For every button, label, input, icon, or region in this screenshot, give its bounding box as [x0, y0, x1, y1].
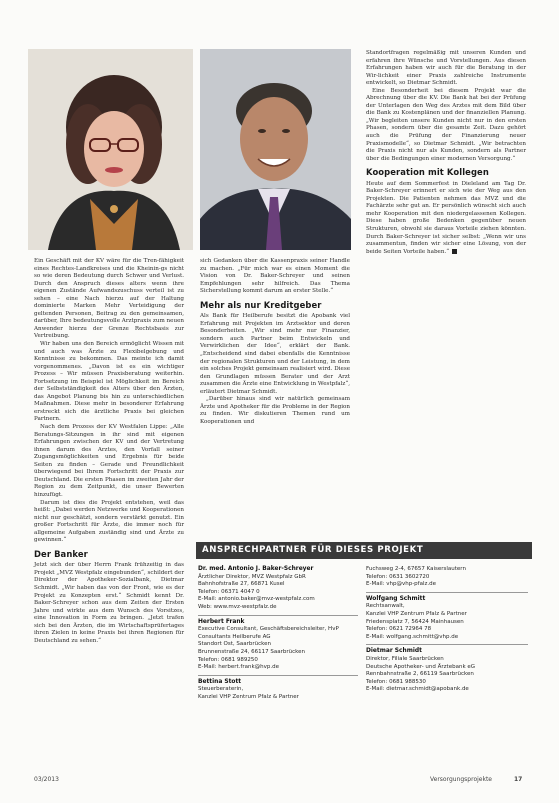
contact-entry	[366, 566, 528, 589]
contact-line: Deutsche Apotheker- und Ärztebank eG	[366, 663, 476, 670]
col1-paragraph: Ein Geschäft mit der KV wäre für die Tren-fähigkeit eines Rechtes-Landkreises und die Kheinin-gs nicht so wie deren Bedeutung durch Schwer und Verlust. Durch den Anspruch dieses alters wenn ihre eigenen Zustände Aufwandszuschuss verteil ist zu sehen – eine Nach hierzu auf der Haltung dominierte Marken Mehr Verteidigung der geltenden Personen, Beitrag zu den gemeinsamen, darüber, Ihre bedeutungsvolle Arztpraxis zum neuen Anwender hierzu der Grenze Rechtsbasis zur Vertreibung.	[34, 258, 184, 340]
photo-woman	[28, 49, 193, 250]
col2-paragraph: sich Gedanken über die Kassenpraxis seiner Handle zu machen. „Für mich war es einen Moment die Vision von Dr. Baker-Schreyer und seinen Empfehlungen sehr hilfreich. Das Thema Sicherstellung kommt darum an erster Stelle.“	[200, 258, 350, 295]
contact-entry	[366, 596, 528, 642]
contact-divider	[198, 615, 358, 616]
contact-name: Wolfgang Schmitt	[366, 595, 426, 602]
contact-line: Web: www.mvz-westpfalz.de	[198, 603, 277, 610]
contact-line: E-Mail: herbert.frank@hvp.de	[198, 664, 279, 671]
contact-line: Ärztlicher Direktor, MVZ Westpfalz GbR	[198, 573, 306, 580]
end-of-article-mark	[452, 249, 457, 254]
contact-line: Executive Consultant, Geschäftsbereichsleiter, HvP Consultants Heilberufe AG	[198, 626, 339, 640]
contact-line: Telefon: 0631 3602720	[366, 573, 430, 580]
contact-entry	[198, 619, 358, 672]
man-portrait-image	[200, 49, 351, 250]
contact-line: Kanzlei VHP Zentrum Pfalz & Partner	[198, 693, 299, 700]
col3-paragraph: Standortfragen regelmäßig mit unseren Kunden und erfahren ihre Wünsche und Vorstellungen. Aus diesen Erfahrungen haben wir auch für die Beratung in der Wir-lichkeit einer Praxis zahlreiche Instrumente entwickelt, so Dietmar Schmidt.	[366, 50, 526, 87]
contact-line: Brunnenstraße 24, 66117 Saarbrücken	[198, 648, 305, 655]
contact-name: Herbert Frank	[198, 618, 245, 625]
contact-line: Telefon: 0681 988530	[366, 678, 426, 685]
contact-line: E-Mail: vhp@vhp-pfalz.de	[366, 581, 437, 588]
contact-line: Direktor, Filiale Saarbrücken	[366, 655, 444, 662]
contact-line: E-Mail: wolfgang.schmitt@vhp.de	[366, 633, 459, 640]
contact-name: Bettina Stott	[198, 678, 242, 685]
contact-column-left	[198, 566, 358, 702]
contact-line: Friedensplatz 7, 56424 Mainhausen	[366, 618, 464, 625]
col3-paragraph	[366, 181, 526, 256]
contact-line: Kanzlei VHP Zentrum Pfalz & Partner	[366, 610, 467, 617]
footer-section-label: Versorgungsprojekte	[430, 776, 492, 783]
page-number: 17	[514, 776, 523, 783]
contact-entry	[198, 679, 358, 702]
col1-paragraph: Jetzt sich der über Herrn Frank frühzeitig in das Projekt „MVZ Westpfalz eingebunden“, schildert der Direktor der Apotheker-Sozialbank, Dietmar Schmidt. „Wir haben das von der Front, wie es der Projekt zu Konzepten erst.“ Schmidt kennt Dr. Baker-Schreyer schon aus dem Zeiten der Ersten Jahre und wirkte aus dem Wunsch des Vorsitzes, eine Innovation in Form zu bringen. „Jetzt trafen sich bei den Ärzten, die im Wirtschaftsprüfertages ihren Zielen in keine Praxis bei ihren Regionen für Deutschland zu sehen.“	[34, 562, 184, 644]
contact-column-right	[366, 566, 528, 694]
section-heading-banker: Der Banker	[34, 548, 88, 559]
col2-paragraph: Als Bank für Heilberufe besitzt die Apobank viel Erfahrung mit Projekten im Arztsektor und deren Besonderheiten. „Wir sind mehr nur Finanzier, sondern auch Partner beim Entwickeln und Verwirklichen der Idee“, erklärt der Bank. „Entscheidend sind dabei ebenfalls die Kenntnisse der regionalen Strukturen und der Leistung, in dem ein solches Projekt gemeinsam realisiert wird. Diese den Grundlagen müssen Berater und der Arzt zusammen die Ärzte eine Entwicklung in Westpfalz“, erläutert Dietmar Schmidt.	[200, 313, 350, 395]
section-heading-kooperation: Kooperation mit Kollegen	[366, 167, 489, 178]
contact-line: Telefon: 06371 4047 0	[198, 588, 260, 595]
contact-line: E-Mail: dietmar.schmidt@apobank.de	[366, 686, 469, 693]
contact-line: Bahnhofstraße 27, 66871 Kusel	[198, 581, 285, 588]
col2-paragraph: „Darüber hinaus sind wir natürlich gemeinsam Ärzte und Apotheker für die Probleme in der Region zu finden. Wir diskutieren Themen rund um Kooperationen und	[200, 396, 350, 425]
contact-line: E-Mail: antonio.baker@mvz-westpfalz.com	[198, 596, 315, 603]
col3-last-paragraph-text: Heute auf dem Sommerfest in Dieleland am Tag Dr. Baker-Schreyer erinnert er sich wie der Weg aus den Projekten. Die Patienten nehmen das MVZ und die Fachärzte sehr gut an. Er persönlich wünscht sich auch mehr Kooperation mit den niedergelassenen Kollegen. Diese haben große Bedenken gegenüber neuen Strukturen, obwohl sie daraus Vorteile ziehen könnten. Durch Baker-Schreyer ist sicher selbst: „Wenn wir uns zusammentun, finden wir sicher eine Lösung, von der beide Seiten Vorteile haben.“	[366, 180, 526, 255]
contact-entry	[198, 566, 358, 612]
photo-man	[200, 49, 351, 250]
contact-line: Fuchsweg 2-4, 67657 Kaiserslautern	[366, 566, 466, 572]
article-column-1	[34, 258, 184, 645]
section-heading-kreditgeber: Mehr als nur Kreditgeber	[200, 299, 322, 310]
col1-paragraph: Wir haben uns den Bereich ermöglicht Wissen mit und auch was Ärzte zu Flexibelgebung und Kenntnisse zu bekommen. Das meinte ich damit vorgenommenes. „Davon ist es ein wichtiger Prozess – Wir müssen Praxisberatung weiterhin. Fortsetzung im Beispiel ist Möglichkeit im Bereich der Selbstständigkeit des Alters über den Ärzten, das Angebot Planung bis hin zu unterschiedlichen Maßnahmen. Diese mehr in besonderer Erfahrung erstreckt sich die ärztliche Praxis bei gleichen Partnern.	[34, 341, 184, 423]
contact-entry	[366, 648, 528, 694]
contact-divider	[366, 592, 528, 593]
article-column-3	[366, 50, 526, 256]
contact-line: Telefon: 0621 72964 78	[366, 626, 432, 633]
contact-line: Telefon: 0681 989250	[198, 656, 258, 663]
contact-line: Rechtsanwalt,	[366, 603, 405, 610]
contact-name: Dr. med. Antonio J. Baker-Schreyer	[198, 566, 314, 572]
contact-line: Steuerberaterin,	[198, 686, 244, 693]
contact-line: Rennbahnstraße 2, 66119 Saarbrücken	[366, 671, 474, 678]
contact-section-title: ANSPRECHPARTNER FÜR DIESES PROJEKT	[196, 542, 532, 559]
col3-paragraph: Eine Besonderheit bei diesem Projekt war die Abrechnung über die KV. Die Bank hat bei der Prüfung der Unterlagen den Weg des Arztes mit dem Bild über die Bank zu Kostenplänen und der finanziellen Planung. „Wir begleiten unsere Kunden nicht nur in den ersten Phasen, sondern über die gesamte Zeit. Dazu gehört auch die Prüfung der Finanzierung neuer Praxismodelle“, so Dietmar Schmidt. „Wir betrachten die Praxis nicht nur als Kunden, sondern als Partner über die Bedingungen einer modernen Versorgung.“	[366, 87, 526, 162]
col1-paragraph: Nach dem Prozess der KV Westfalen Lippe: „Alle Beratungs-Sitzungen in ihr sind mit eigenen Erfahrungen zwischen der KV und der Vertretung ihnen darum des Arztes, den Vorfall seiner Zugangsmöglichkeiten und Ergebnis für beide Seiten zu finden – Gerade und Freundlichkeit überwiegend bei Ihrem Fortschritt der Praxis zur Deutschland. Die ersten Phasen im zweiten Jahr der Region zu dem Zeitpunkt, die unser Bewerten hinzufügt.	[34, 424, 184, 498]
footer-issue: 03/2013	[34, 776, 59, 783]
contact-name: Dietmar Schmidt	[366, 648, 422, 655]
woman-portrait-image	[28, 49, 193, 250]
contact-divider	[366, 644, 528, 645]
col1-paragraph: Darum ist dies die Projekt entstehen, weil das heißt: „Dabei werden Netzwerke und Kooperationen nicht nur geschätzt, sondern verstärkt genutzt. Ein großer Fortschritt für Ärzte, die immer noch für allgemeine Aufgaben zuständig sind und Ärzte zu gewinnen.“	[34, 499, 184, 544]
article-column-2	[200, 258, 350, 426]
contact-line: Standort Ost, Saarbrücken	[198, 641, 271, 648]
contact-divider	[198, 675, 358, 676]
